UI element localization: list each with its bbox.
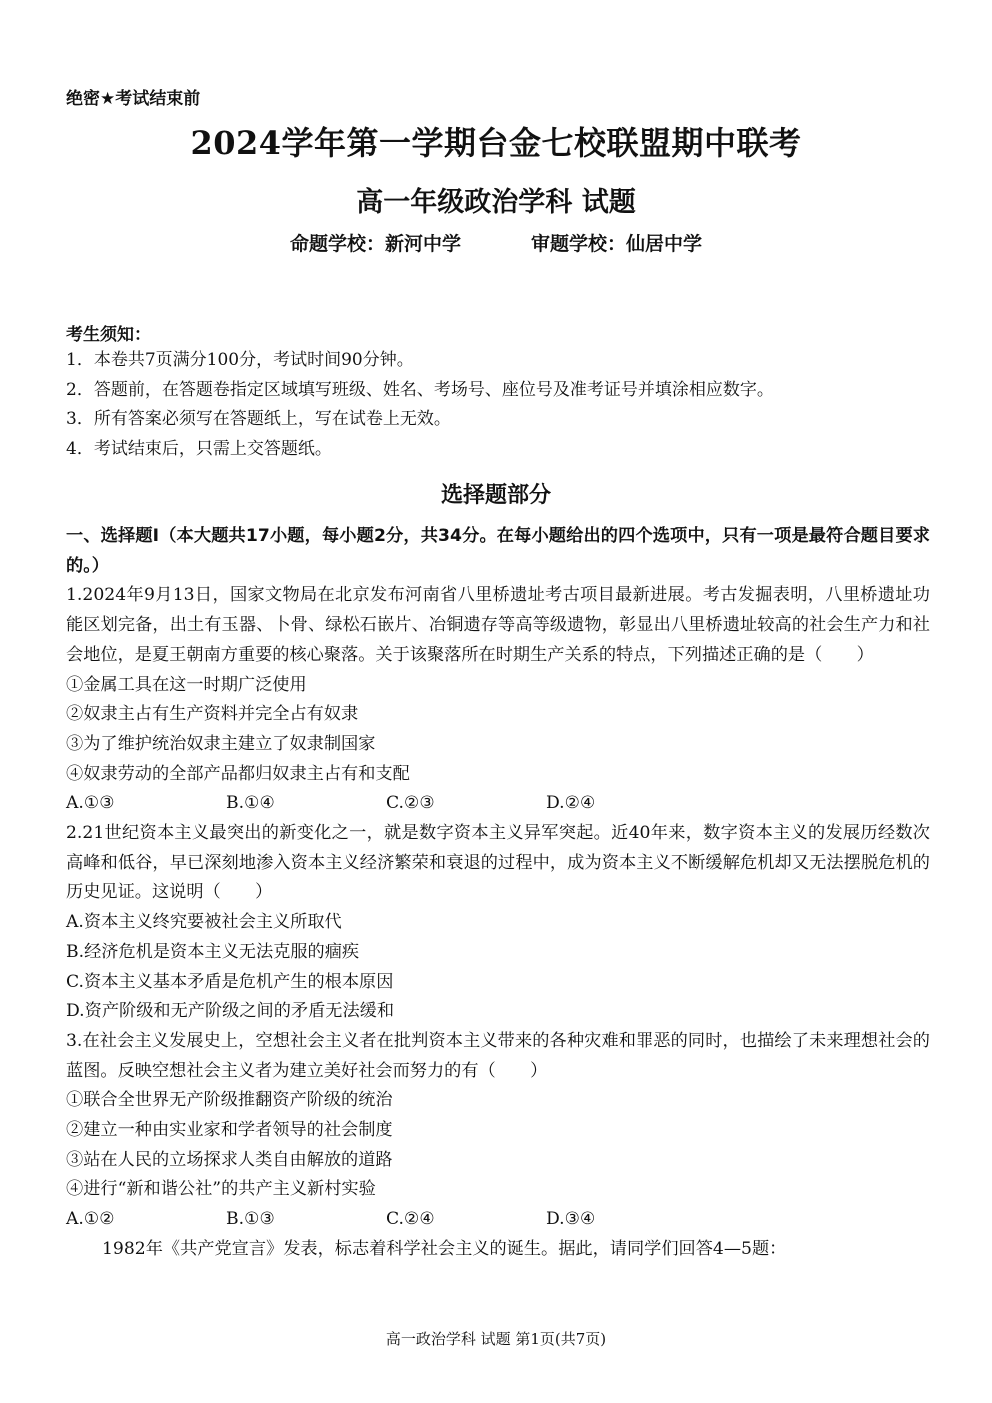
question-3-item: ④进行“新和谐公社”的共产主义新村实验	[66, 1179, 376, 1200]
question-3-item: ②建立一种由实业家和学者领导的社会制度	[66, 1120, 393, 1141]
question-2-stem: 2.21世纪资本主义最突出的新变化之一，就是数字资本主义异军突起。近40年来，数字资本主义的发展历经数次高峰和低谷，早已深刻地渗入资本主义经济繁荣和衰退的过程中，成为资本主义不断缓解危机却又无法摆脱危机的历史见证。这说明（ ）	[66, 823, 930, 903]
notice-item: 4．考试结束后，只需上交答题纸。	[66, 438, 332, 459]
option-c: C.②④	[386, 1209, 435, 1230]
notice-item: 3．所有答案必须写在答题纸上，写在试卷上无效。	[66, 409, 451, 430]
option-d: D.③④	[546, 1209, 596, 1230]
question-2-choice: A.资本主义终究要被社会主义所取代	[66, 912, 342, 933]
question-body	[66, 522, 930, 1265]
question-3-stem: 3.在社会主义发展史上，空想社会主义者在批判资本主义带来的各种灾难和罪恶的同时，也描绘了未来理想社会的蓝图。反映空想社会主义者为建立美好社会而努力的有（ ）	[66, 1030, 930, 1081]
confidential-label: 绝密★考试结束前	[66, 89, 201, 109]
notice-list	[66, 346, 936, 464]
notice-item: 1．本卷共7页满分100分，考试时间90分钟。	[66, 350, 414, 370]
question-1-stem: 1.2024年9月13日，国家文物局在北京发布河南省八里桥遗址考古项目最新进展。考古发掘表明，八里桥遗址功能区划完备，出土有玉器、卜骨、绿松石嵌片、冶铜遗存等高等级遗物，彰显出八里桥遗址较高的社会生产力和社会地位，是夏王朝南方重要的核心聚落。关于该聚落所在时期生产关系的特点，下列描述正确的是（ ）	[66, 585, 930, 665]
question-3-options	[66, 1205, 930, 1235]
option-d: D.②④	[546, 793, 596, 814]
exam-subtitle: 高一年级政治学科 试题	[356, 187, 636, 218]
option-a: A.①③	[66, 793, 115, 814]
option-b: B.①④	[226, 793, 275, 814]
reviewer-school: 审题学校：仙居中学	[531, 233, 703, 255]
question-1-item: ④奴隶劳动的全部产品都归奴隶主占有和支配	[66, 763, 410, 784]
option-a: A.①②	[66, 1209, 115, 1230]
question-2-choice: B.经济危机是资本主义无法克服的痼疾	[66, 941, 360, 962]
question-2-choice: D.资产阶级和无产阶级之间的矛盾无法缓和	[66, 1001, 395, 1022]
question-3-item: ③站在人民的立场探求人类自由解放的道路	[66, 1149, 393, 1170]
question-1-item: ①金属工具在这一时期广泛使用	[66, 674, 307, 695]
schools-line	[0, 229, 992, 256]
question-3-item: ①联合全世界无产阶级推翻资产阶级的统治	[66, 1090, 393, 1111]
option-c: C.②③	[386, 793, 435, 814]
question-1-options	[66, 789, 930, 819]
notice-item: 2．答题前，在答题卷指定区域填写班级、姓名、考场号、座位号及准考证号并填涂相应数字。	[66, 379, 774, 400]
exam-title: 2024学年第一学期台金七校联盟期中联考	[190, 124, 802, 162]
material-intro: 1982年《共产党宣言》发表，标志着科学社会主义的诞生。据此，请同学们回答4—5题：	[102, 1238, 787, 1259]
proposer-school: 命题学校：新河中学	[289, 233, 461, 255]
option-b: B.①③	[226, 1209, 275, 1230]
section-title: 选择题部分	[440, 483, 551, 508]
question-2-choice: C.资本主义基本矛盾是危机产生的根本原因	[66, 971, 394, 992]
page-footer: 高一政治学科 试题 第1页(共7页)	[385, 1330, 607, 1348]
question-1-item: ②奴隶主占有生产资料并完全占有奴隶	[66, 704, 359, 725]
section-instruction: 一、选择题Ⅰ（本大题共17小题，每小题2分，共34分。在每小题给出的四个选项中，只有一项是最符合题目要求的。）	[66, 526, 930, 576]
question-1-item: ③为了维护统治奴隶主建立了奴隶制国家	[66, 733, 376, 754]
notice-heading: 考生须知：	[66, 325, 151, 345]
